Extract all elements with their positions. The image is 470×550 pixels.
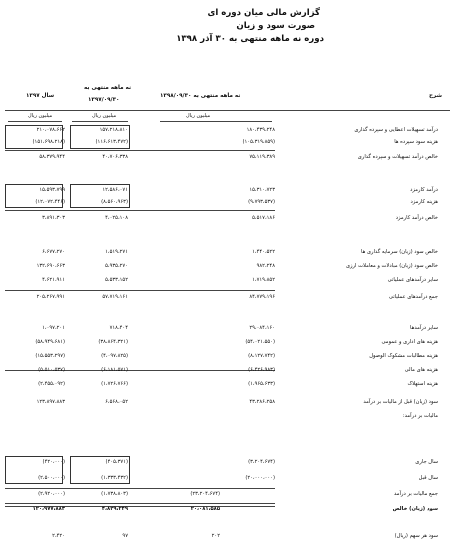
row-value-1397-year: ۲۰۵،۲۶۷،۹۹۱ [36, 294, 65, 300]
row-value-1397-nine: ۱۲،۵۸۶،۰۷۱ [102, 187, 128, 193]
row-label: هزینه های مالی [404, 367, 438, 373]
row-value-1397-year: (۲،۴۵۵،۰۹۲) [38, 381, 65, 387]
row-value-1398: (۸،۱۲۷،۷۴۲) [248, 353, 275, 359]
row-value-1397-year: ۴،۶۲۱،۹۱۱ [42, 277, 65, 283]
row-value-1397-nine: (۴۰۵،۳۷۱) [105, 459, 128, 465]
row-value-1397-year: (۱۵۱،۶۹۸،۲۱۸) [32, 139, 65, 145]
row-value-1397-year: ۱۳۲،۶۹۰،۶۶۳ [36, 263, 65, 269]
row-value-1397-nine: (۱،۷۲۶،۷۶۶) [101, 381, 128, 387]
row-value-1397-nine: ۴۰،۷۰۶،۳۳۸ [102, 154, 128, 160]
row-value-1398-detail: (۲۰،۰۰۰،۰۰۰) [245, 475, 275, 481]
row-value-1398: (۱۰۵،۳۱۹،۸۵۹) [242, 139, 275, 145]
row-value-1397-year: (۵،۵۱۰،۵۳۷) [38, 367, 65, 373]
row-value-1397-nine: (۴،۰۹۷،۸۲۵) [101, 353, 128, 359]
row-label: سایر درآمدهای عملیاتی [387, 277, 438, 283]
row-value-1398: ۲۹،۰۸۴،۱۶۰ [249, 325, 275, 331]
row-value-1397-nine: (۶،۱۸۱،۵۷۱) [101, 367, 128, 373]
unit-rule-c1 [8, 121, 62, 122]
subtotal-rule-5 [5, 488, 275, 489]
row-value-1397-year: (۲،۹۲۰،۰۰۰) [38, 491, 65, 497]
row-value-1397-nine: ۴،۸۲۹،۲۴۹ [101, 506, 128, 512]
column-header-1397-nine-months-l1: نه ماهه منتهی به [84, 85, 132, 91]
row-value-1398-detail: (۳،۲۰۴،۶۷۴) [248, 459, 275, 465]
column-header-1398: نه ماهه منتهی به ۱۳۹۸/۰۹/۳۰ [160, 93, 241, 99]
row-value-1398: (۵۴،۰۲۱،۵۵۰) [245, 339, 275, 345]
row-value-1398: ۲۰،۰۸۱،۵۸۵ [190, 506, 220, 512]
row-value-1397-year: ۲۱۰،۰۷۸،۶۶۲ [36, 127, 65, 133]
description-header: شرح [428, 93, 442, 99]
row-label: خالص درآمد تسهیلات و سپرده گذاری [357, 154, 438, 160]
row-value-1397-nine: ۴،۰۲۵،۱۰۸ [105, 215, 128, 221]
row-label: هزینه های اداری و عمومی [381, 339, 438, 345]
row-value-1397-year: ۳،۸۹۱،۳۰۳ [42, 215, 65, 221]
row-label: هزینه استهلاک [407, 381, 438, 387]
row-value-1397-nine: (۸،۵۶۰،۹۶۳) [101, 199, 128, 205]
row-value-1398: ۲۰۲ [211, 533, 220, 539]
row-value-1397-year: (۱۵،۵۵۳،۲۹۷) [35, 353, 65, 359]
row-label: مالیات بر درآمد: [402, 413, 438, 419]
row-label: درآمد کارمزد [410, 187, 438, 193]
row-label: خالص سود (زیان) مبادلات و معاملات ارزی [345, 263, 438, 269]
row-value-1397-nine: ۷۱۸،۴۰۴ [109, 325, 128, 331]
row-label: جمع مالیات بر درآمد [394, 491, 438, 497]
row-value-1397-nine: ۱۵۷،۲۱۸،۸۱۰ [99, 127, 128, 133]
row-value-1397-year: (۴۲۰،۰۰۰) [42, 459, 65, 465]
row-label: هزینه مطالبات مشکوک الوصول [369, 353, 438, 359]
row-value-1397-nine: (۱،۷۳۸،۸۰۳) [101, 491, 128, 497]
unit-label-c4: میلیون ریال [186, 113, 211, 119]
row-label: سال قبل [418, 475, 438, 481]
row-label: جمع درآمدهای عملیاتی [388, 294, 438, 300]
period-title: دوره نه ماهه منتهی به ۳۰ آذر ۱۳۹۸ [176, 34, 324, 44]
row-value-1398: (۲۳،۲۰۴،۶۷۴) [190, 491, 220, 497]
row-value-1397-year: ۱۲۳،۸۹۷،۸۸۳ [36, 399, 65, 405]
row-label: سود (زیان) خالص [392, 506, 438, 512]
row-value-1398: ۱،۴۴۰،۵۲۲ [252, 249, 275, 255]
row-value-1398: ۱۵،۳۱۰،۷۲۳ [249, 187, 275, 193]
row-value-1397-nine: ۱،۵۱۹،۲۷۱ [105, 249, 128, 255]
row-value-1397-nine: ۶،۵۶۸،۰۵۲ [105, 399, 128, 405]
subtotal-rule-3 [5, 290, 275, 291]
row-value-1397-nine: ۵،۵۳۳،۱۵۲ [105, 277, 128, 283]
unit-label-c1: میلیون ریال [28, 113, 53, 119]
unit-rule-c2 [72, 121, 128, 122]
row-value-1397-year: ۱۵،۵۹۳،۷۹۹ [39, 187, 65, 193]
row-value-1397-year: ۲،۴۲۰ [52, 533, 65, 539]
row-value-1397-year: ۱،۰۹۷،۲۰۱ [42, 325, 65, 331]
row-value-1397-year: ۵۸،۳۷۹،۹۴۴ [39, 154, 65, 160]
row-value-1397-year: (۵۸،۹۴۹،۶۸۱) [35, 339, 65, 345]
row-value-1397-year: (۲،۵۰۰،۰۰۰) [38, 475, 65, 481]
row-value-1398: ۱۸۰،۴۳۹،۲۴۸ [246, 127, 275, 133]
row-value-1397-year: ۶،۶۷۷،۲۷۰ [42, 249, 65, 255]
row-label: سال جاری [415, 459, 438, 465]
row-value-1397-nine: ۵،۹۳۵،۲۷۰ [105, 263, 128, 269]
row-label: سود هر سهم (ریال) [394, 533, 438, 539]
row-value-1397-year: (۱۲،۰۷۲،۴۴۶) [35, 199, 65, 205]
subtotal-rule-1 [5, 150, 275, 151]
row-value-1398: ۷۵،۱۱۹،۳۸۹ [249, 154, 275, 160]
row-value-1398: (۹،۷۹۳،۵۳۷) [248, 199, 275, 205]
subtotal-rule-2 [5, 210, 275, 211]
unit-label-c2: میلیون ریال [92, 113, 117, 119]
report-title: گزارش مالی میان دوره ای [207, 8, 320, 18]
row-label: هزینه سود سپرده ها [394, 139, 438, 145]
row-value-1398: ۵،۵۱۷،۱۸۶ [252, 215, 275, 221]
statement-title: صورت سود و زیان [236, 21, 315, 31]
row-label: سایر درآمدها [410, 325, 438, 331]
row-value-1397-nine: (۳۸،۸۶۴،۳۲۱) [98, 339, 128, 345]
row-value-1398: ۴۳،۲۸۶،۲۵۸ [249, 399, 275, 405]
row-label: خالص درآمد کارمزد [395, 215, 438, 221]
header-rule [5, 110, 450, 111]
row-label: هزینه کارمزد [410, 199, 438, 205]
row-value-1397-year: ۱۲۰،۹۷۷،۸۸۳ [32, 506, 65, 512]
row-value-1398: ۱،۷۱۹،۸۵۲ [252, 277, 275, 283]
row-value-1398: ۹۸۲،۲۴۸ [256, 263, 275, 269]
row-value-1397-nine: (۱۱۶،۶۱۳،۴۷۲) [95, 139, 128, 145]
unit-rule-c4 [160, 121, 272, 122]
row-label: خالص سود (زیان) سرمایه گذاری ها [361, 249, 438, 255]
row-value-1398: (۶،۴۲۶،۹۸۳) [248, 367, 275, 373]
row-label: سود (زیان) قبل از مالیات بر درآمد [363, 399, 438, 405]
column-header-year-1397: سال ۱۳۹۷ [26, 93, 55, 99]
row-value-1397-nine: ۹۷ [122, 533, 128, 539]
row-value-1397-nine: (۱،۳۳۳،۴۳۲) [101, 475, 128, 481]
row-value-1397-nine: ۵۷،۷۱۹،۱۶۱ [102, 294, 128, 300]
column-header-1397-nine-months-l2: ۱۳۹۷/۰۹/۳۰ [88, 97, 120, 103]
row-value-1398: (۱،۹۶۵،۶۳۳) [248, 381, 275, 387]
row-value-1398: ۸۴،۷۷۹،۱۹۶ [249, 294, 275, 300]
row-label: درآمد تسهیلات اعطایی و سپرده گذاری [354, 127, 438, 133]
